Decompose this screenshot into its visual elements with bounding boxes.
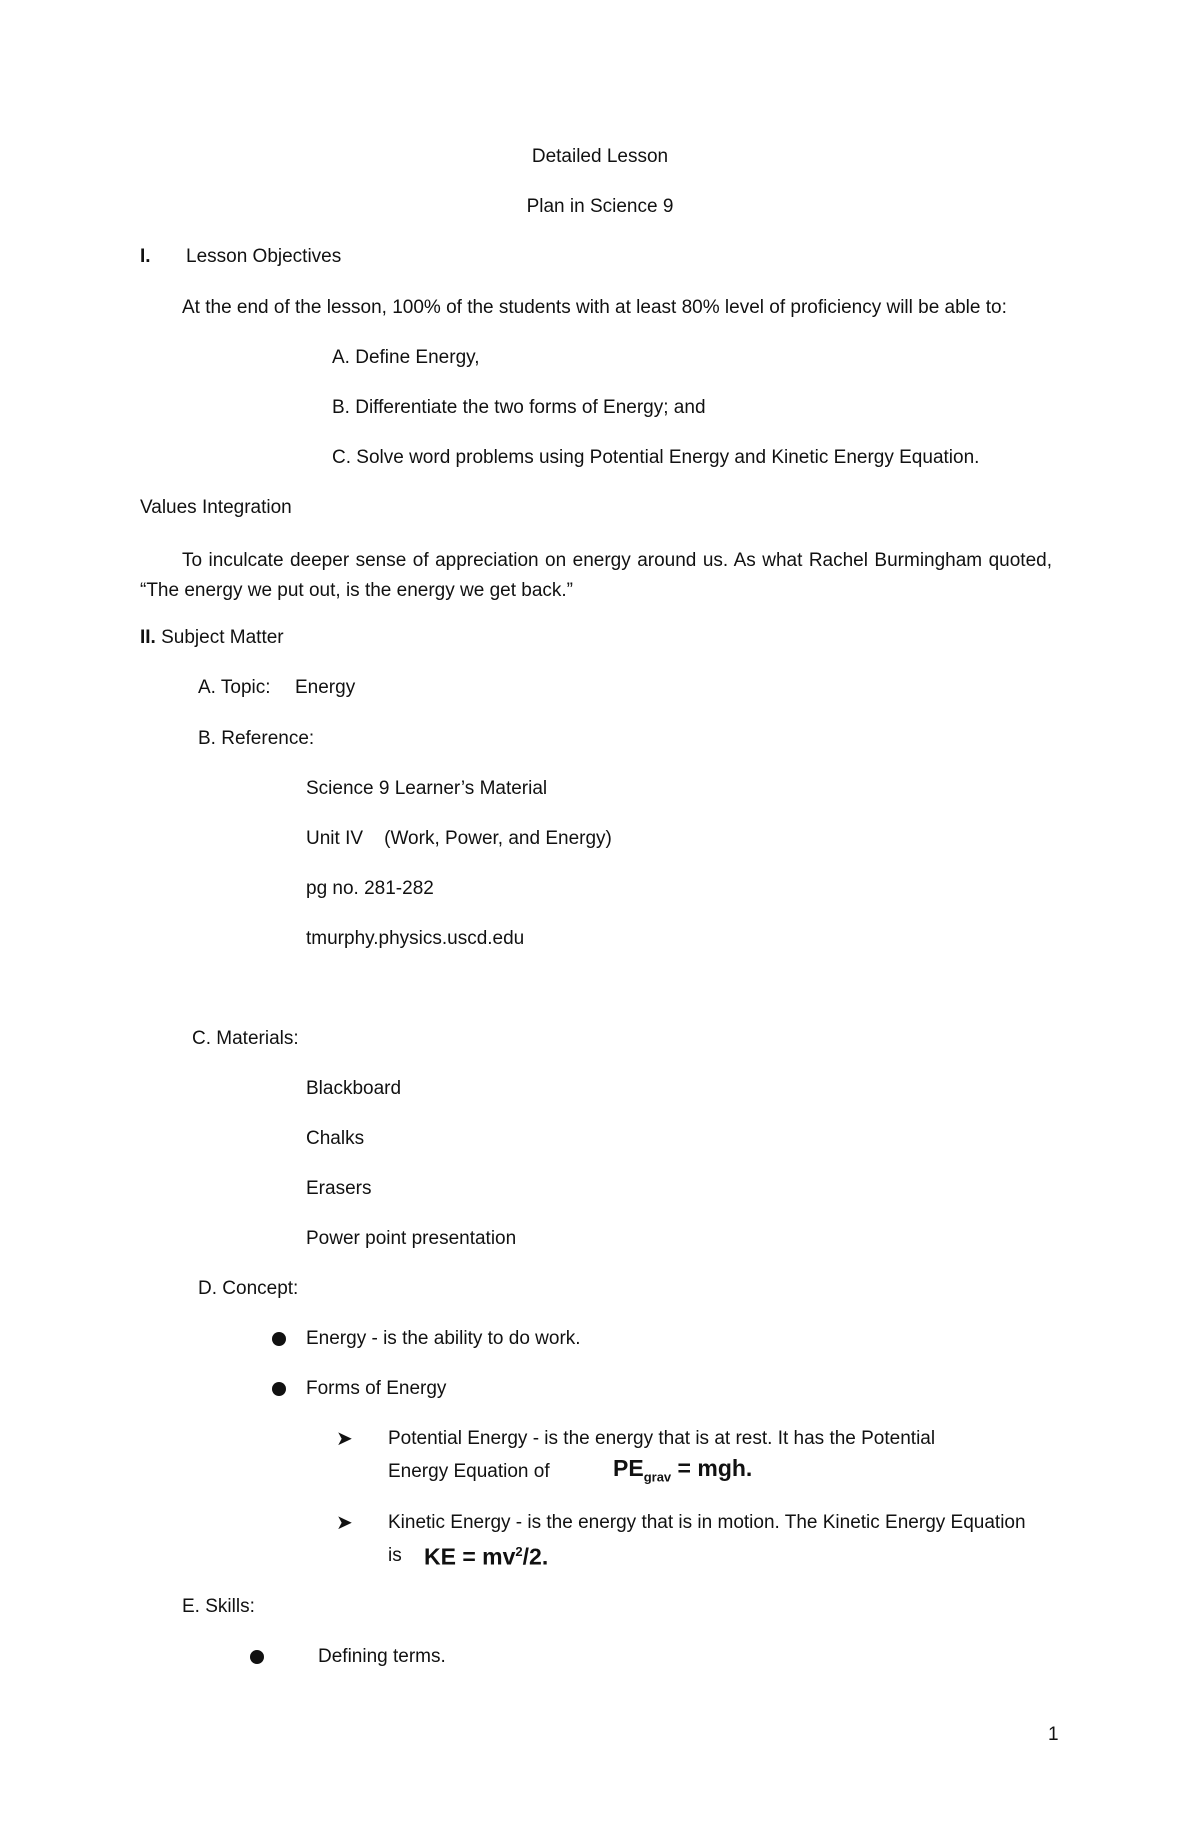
kinetic-energy-line-2: is	[388, 1545, 402, 1566]
potential-energy-equation: $PE_{grav}$ = mgh.	[613, 1455, 753, 1485]
material-item: Erasers	[306, 1178, 372, 1199]
potential-energy-line-1: Potential Energy - is the energy that is at rest. It has the Potential	[388, 1428, 936, 1449]
section-1-heading: Lesson Objectives	[186, 246, 342, 267]
potential-energy-line-2: Energy Equation of	[388, 1461, 550, 1482]
material-item: Blackboard	[306, 1078, 402, 1099]
document-title-line-2: Plan in Science 9	[526, 196, 674, 217]
reference-item: tmurphy.physics.uscd.edu	[306, 928, 525, 949]
bullet-dot-icon	[272, 1332, 286, 1346]
skill-item: Defining terms.	[318, 1646, 446, 1667]
reference-item: Science 9 Learner’s Material	[306, 778, 548, 799]
page-number: 1	[1048, 1724, 1059, 1745]
section-2-heading: II. Subject Matter	[140, 627, 284, 648]
skills-label: E. Skills:	[182, 1596, 255, 1617]
reference-item: Unit IV (Work, Power, and Energy)	[306, 828, 612, 849]
kinetic-energy-equation: KE = $mv^2/2$.	[424, 1543, 549, 1570]
arrow-bullet-icon: ➤	[336, 1428, 353, 1450]
objectives-intro: At the end of the lesson, 100% of the students with at least 80% level of proficiency will be able to:	[182, 297, 1007, 318]
concept-label: D. Concept:	[198, 1278, 299, 1299]
concept-item: Forms of Energy	[306, 1378, 447, 1399]
arrow-bullet-icon: ➤	[336, 1512, 353, 1534]
bullet-dot-icon	[272, 1382, 286, 1396]
objective-b: B. Differentiate the two forms of Energy; and	[332, 397, 706, 418]
values-integration-heading: Values Integration	[140, 497, 292, 518]
objective-a: A. Define Energy,	[332, 347, 480, 368]
concept-item: Energy - is the ability to do work.	[306, 1328, 581, 1349]
material-item: Power point presentation	[306, 1228, 517, 1249]
section-1-numeral: I.	[140, 246, 151, 267]
objective-c: C. Solve word problems using Potential Energy and Kinetic Energy Equation.	[332, 447, 980, 468]
bullet-dot-icon	[250, 1650, 264, 1664]
materials-label: C. Materials:	[192, 1028, 299, 1049]
topic-value: Energy	[295, 677, 356, 698]
material-item: Chalks	[306, 1128, 365, 1149]
document-title-line-1: Detailed Lesson	[531, 146, 669, 167]
kinetic-energy-line-1: Kinetic Energy - is the energy that is in motion. The Kinetic Energy Equation	[388, 1512, 1026, 1533]
topic-label: A. Topic:	[198, 677, 271, 698]
reference-item: pg no. 281-282	[306, 878, 434, 899]
reference-label: B. Reference:	[198, 728, 315, 749]
values-integration-text: To inculcate deeper sense of appreciation on energy around us. As what Rachel Burmingham quoted, “The energy we put out, is the energy we get back.”	[140, 550, 1052, 601]
